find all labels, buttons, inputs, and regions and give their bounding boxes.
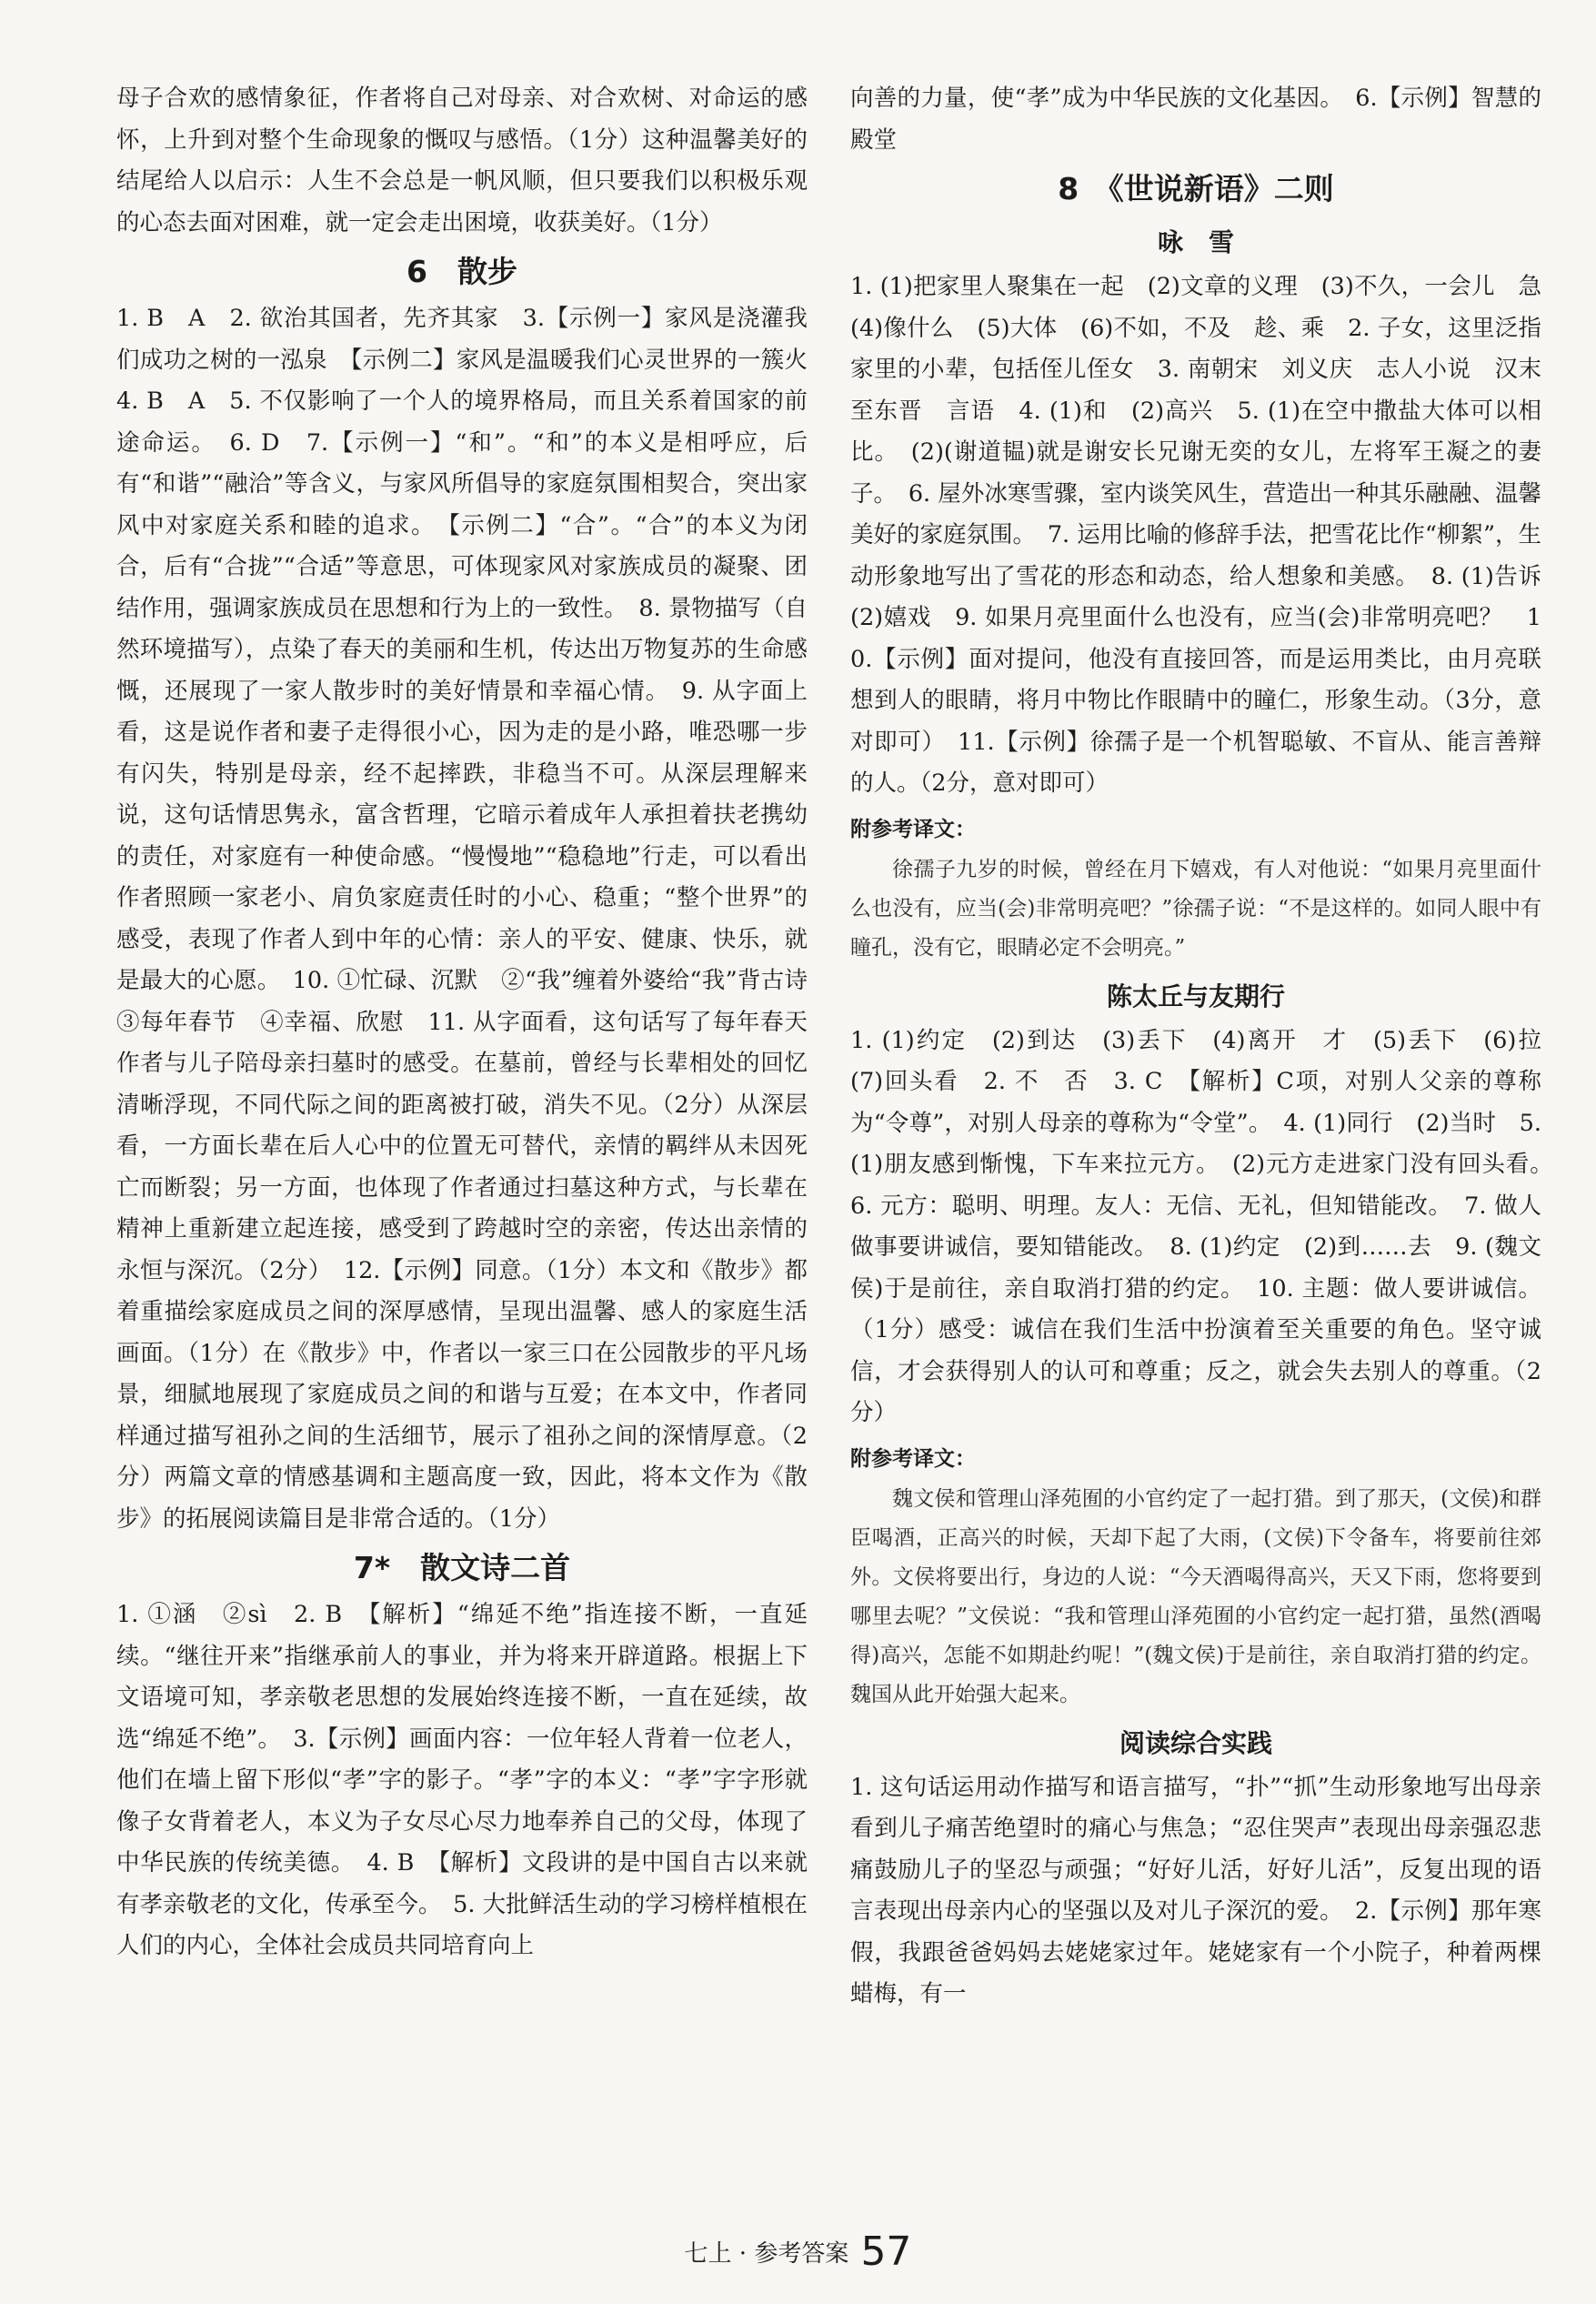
translation-text: 徐孺子九岁的时候，曾经在月下嬉戏，有人对他说：“如果月亮里面什么也没有，应当(会)非常明亮吧？”徐孺子说：“不是这样的。如同人眼中有瞳孔，没有它，眼睛必定不会明亮。”: [850, 857, 1541, 960]
answer-paragraph: 1. ①涵 ②sì 2. B 【解析】“绵延不绝”指连接不断，一直延续。“继往开来”指继承前人的事业，并为将来开辟道路。根据上下文语境可知，孝亲敬老思想的发展始终连接不断，一直在延续，故选“绵延不绝”。 3.【示例】画面内容：一位年轻人背着一位老人，他们在墙上留下形似“孝”字的影子。“孝”字的本义：“孝”字字形就像子女背着老人，本义为子女尽心尽力地奉养自己的父母，体现了中华民族的传统美德。 4. B 【解析】文段讲的是中国自古以来就有孝亲敬老的文化，传承至今。 5. 大批鲜活生动的学习榜样植根在人们的内心，全体社会成员共同培育向上: [116, 1601, 808, 1959]
translation-label: 附参考译文：: [850, 817, 976, 841]
left-column: [116, 78, 831, 2016]
answer-paragraph: 向善的力量，使“孝”成为中华民族的文化基因。 6.【示例】智慧的殿堂: [850, 85, 1541, 154]
chapter-heading: 6 散步: [407, 254, 517, 289]
two-column-layout: [116, 78, 1565, 2016]
answer-paragraph: 1. 这句话运用动作描写和语言描写，“扑”“抓”生动形象地写出母亲看到儿子痛苦绝望时的痛心与焦急；“忍住哭声”表现出母亲强忍悲痛鼓励儿子的坚忍与顽强；“好好儿活，好好儿活”，反复出现的语言表现出母亲内心的坚强以及对儿子深沉的爱。 2.【示例】那年寒假，我跟爸爸妈妈去姥姥家过年。姥姥家有一个小院子，种着两棵蜡梅，有一: [850, 1773, 1541, 2007]
section-heading: 咏 雪: [1157, 227, 1234, 257]
translation-label: 附参考译文：: [850, 1446, 976, 1471]
right-column: [850, 78, 1565, 2016]
answer-paragraph: 1. B A 2. 欲治其国者，先齐其家 3.【示例一】家风是浇灌我们成功之树的一泓泉 【示例二】家风是温暖我们心灵世界的一簇火 4. B A 5. 不仅影响了一个人的境界格局，而且关系着国家的前途命运。 6. D 7.【示例一】“和”。“和”的本义是相呼应，后有“和谐”“融洽”等含义，与家风所倡导的家庭氛围相契合，突出家风中对家庭关系和睦的追求。 【示例二】“合”。“合”的本义为闭合，后有“合拢”“合适”等意思，可体现家风对家族成员的凝聚、团结作用，强调家族成员在思想和行为上的一致性。 8. 景物描写（自然环境描写），点染了春天的美丽和生机，传达出万物复苏的生命感慨，还展现了一家人散步时的美好情景和幸福心情。 9. 从字面上看，这是说作者和妻子走得很小心，因为走的是小路，唯恐哪一步有闪失，特别是母亲，经不起摔跌，非稳当不可。从深层理解来说，这句话情思隽永，富含哲理，它暗示着成年人承担着扶老携幼的责任，对家庭有一种使命感。“慢慢地”“稳稳地”行走，可以看出作者照顾一家老小、肩负家庭责任时的小心、稳重；“整个世界”的感受，表现了作者人到中年的心情：亲人的平安、健康、快乐，就是最大的心愿。 10. ①忙碌、沉默 ②“我”缠着外婆给“我”背古诗 ③每年春节 ④幸福、欣慰 11. 从字面看，这句话写了每年春天作者与儿子陪母亲扫墓时的感受。在墓前，曾经与长辈相处的回忆清晰浮现，不同代际之间的距离被打破，消失不见。（2分）从深层看，一方面长辈在后人心中的位置无可替代，亲情的羁绊从未因死亡而断裂；另一方面，也体现了作者通过扫墓这种方式，与长辈在精神上重新建立起连接，感受到了跨越时空的亲密，传达出亲情的永恒与深沉。（2分） 12.【示例】同意。（1分）本文和《散步》都着重描绘家庭成员之间的深厚感情，呈现出温馨、感人的家庭生活画面。（1分）在《散步》中，作者以一家三口在公园散步的平凡场景，细腻地展现了家庭成员之间的和谐与互爱；在本文中，作者同样通过描写祖孙之间的生活细节，展示了祖孙之间的深情厚意。（2分）两篇文章的情感基调和主题高度一致，因此，将本文作为《散步》的拓展阅读篇目是非常合适的。（1分）: [116, 305, 831, 1533]
page-footer: [0, 2229, 1596, 2275]
chapter-heading: 8 《世说新语》二则: [1058, 171, 1334, 206]
footer-label: 七上 · 参考答案: [684, 2240, 849, 2268]
answer-paragraph: 1. (1)把家里人聚集在一起 (2)文章的义理 (3)不久，一会儿 急 (4)像什么 (5)大体 (6)不如，不及 趁、乘 2. 子女，这里泛指家里的小辈，包括侄儿侄女 3. 南朝宋 刘义庆 志人小说 汉末至东晋 言语 4. (1)和 (2)高兴 5. (1)在空中撒盐大体可以相比。 (2)(谢道韫)就是谢安长兄谢无奕的女儿，左将军王凝之的妻子。 6. 屋外冰寒雪骤，室内谈笑风生，营造出一种其乐融融、温馨美好的家庭氛围。 7. 运用比喻的修辞手法，把雪花比作“柳絮”，生动形象地写出了雪花的形态和动态，给人想象和美感。 8. (1)告诉 (2)嬉戏 9. 如果月亮里面什么也没有，应当(会)非常明亮吧？ 10.【示例】面对提问，他没有直接回答，而是运用类比，由月亮联想到人的眼睛，将月中物比作眼睛中的瞳仁，形象生动。（3分，意对即可） 11.【示例】徐孺子是一个机智聪敏、不盲从、能言善辩的人。（2分，意对即可）: [850, 273, 1565, 797]
chapter-heading: 7* 散文诗二首: [353, 1550, 571, 1585]
section-heading: 陈太丘与友期行: [1106, 981, 1285, 1011]
section-heading: 阅读综合实践: [1119, 1727, 1272, 1758]
answer-paragraph: 母子合欢的感情象征，作者将自己对母亲、对合欢树、对命运的感怀，上升到对整个生命现象的慨叹与感悟。（1分）这种温馨美好的结尾给人以启示：人生不会总是一帆风顺，但只要我们以积极乐观的心态去面对困难，就一定会走出困境，收获美好。（1分）: [116, 85, 808, 236]
page-number: 57: [860, 2229, 912, 2275]
answer-paragraph: 1. (1)约定 (2)到达 (3)丢下 (4)离开 才 (5)丢下 (6)拉 (7)回头看 2. 不 否 3. C 【解析】C项，对别人父亲的尊称为“令尊”，对别人母亲的尊称为“令堂”。 4. (1)同行 (2)当时 5. (1)朋友感到惭愧，下车来拉元方。 (2)元方走进家门没有回头看。 6. 元方：聪明、明理。友人：无信、无礼，但知错能改。 7. 做人做事要讲诚信，要知错能改。 8. (1)约定 (2)到……去 9. (魏文侯)于是前往，亲自取消打猎的约定。 10. 主题：做人要讲诚信。（1分）感受：诚信在我们生活中扮演着至关重要的角色。坚守诚信，才会获得别人的认可和尊重；反之，就会失去别人的尊重。（2分）: [850, 1026, 1565, 1426]
translation-text: 魏文侯和管理山泽苑囿的小官约定了一起打猎。到了那天，(文侯)和群臣喝酒，正高兴的时候，天却下起了大雨，(文侯)下令备车，将要前往郊外。文侯将要出行，身边的人说：“今天酒喝得高兴，天又下雨，您将要到哪里去呢？”文侯说：“我和管理山泽苑囿的小官约定一起打猎，虽然(酒喝得)高兴，怎能不如期赴约呢！”(魏文侯)于是前往，亲自取消打猎的约定。魏国从此开始强大起来。: [850, 1486, 1541, 1706]
